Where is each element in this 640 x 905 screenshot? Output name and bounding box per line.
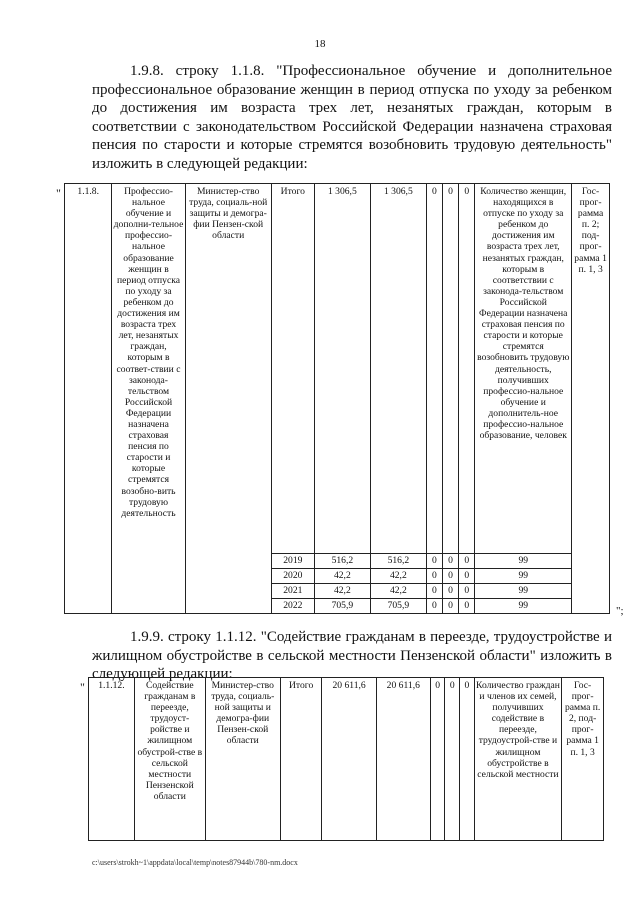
value-cell: 42,2 (370, 584, 426, 599)
value-cell: 0 (459, 599, 475, 614)
year-cell: 2019 (271, 554, 314, 569)
total-value-3: 0 (426, 184, 442, 554)
total-value-1: 20 611,6 (322, 678, 376, 841)
table-row-1-1-8 (64, 183, 610, 614)
program-ref: Гос-прог-рамма п. 2, под-прог-рамма 1 п. 1, 3 (562, 678, 604, 841)
value-cell: 0 (459, 569, 475, 584)
total-value-4: 0 (445, 678, 460, 841)
total-value-3: 0 (430, 678, 445, 841)
total-value-2: 1 306,5 (370, 184, 426, 554)
paragraph-1-9-9-text: 1.9.9. строку 1.1.12. "Содействие гражданам в переезде, трудоустройстве и жилищном обустройстве в сельской местности Пензенской области" изложить в следующей редакции: (92, 629, 612, 683)
table-2-open-quote: " (80, 680, 85, 694)
value-cell: 0 (443, 584, 459, 599)
table-row-1-1-12 (88, 677, 604, 841)
total-value-4: 0 (443, 184, 459, 554)
value-cell: 705,9 (314, 599, 370, 614)
executor: Министер-ство труда, социаль-ной защиты и демогра-фии Пензен-ской области (185, 184, 271, 614)
table-1-close-quote: "; (616, 605, 624, 617)
indicator-value: 99 (475, 554, 572, 569)
value-cell: 42,2 (314, 569, 370, 584)
paragraph-1-9-9 (92, 628, 612, 684)
total-value-2: 20 611,6 (376, 678, 430, 841)
total-value-5: 0 (460, 678, 475, 841)
total-label: Итого (271, 184, 314, 554)
value-cell: 0 (459, 554, 475, 569)
value-cell: 42,2 (370, 569, 426, 584)
indicator: Количество граждан и членов их семей, получивших содействие в переезде, трудоустрой-стве и жилищном обустройстве в сельской местности (474, 678, 562, 841)
value-cell: 0 (443, 569, 459, 584)
year-cell: 2022 (271, 599, 314, 614)
value-cell: 0 (426, 584, 442, 599)
value-cell: 0 (426, 569, 442, 584)
value-cell: 0 (426, 554, 442, 569)
indicator: Количество женщин, находящихся в отпуске по уходу за ребенком до достижения им возраста трех лет, незанятых граждан, которым в соответствии с законода-тельством Российской Федерации назначена страховая пенсия по старости и которые стремятся возобновить трудовую деятельность, получивших профессио-нальное обучение и дополнитель-ное профессио-нальное образование, человек (475, 184, 572, 554)
paragraph-1-9-8-text: 1.9.8. строку 1.1.8. "Профессиональное обучение и дополнительное профессиональное образование женщин в период отпуска по уходу за ребенком до достижения им возраста трех лет, незанятых граждан, которым в соответствии с законодательством Российской Федерации назначена страховая пенсия по старости и которые стремятся возобновить трудовую деятельность" изложить в следующей редакции: (92, 63, 612, 172)
value-cell: 0 (459, 584, 475, 599)
table-1-open-quote: " (56, 186, 61, 200)
indicator-value: 99 (475, 599, 572, 614)
value-cell: 0 (443, 554, 459, 569)
page-number: 18 (314, 38, 326, 50)
row-id: 1.1.12. (89, 678, 135, 841)
measure-name: Содействие гражданам в переезде, трудоуст-ройстве и жилищном обустрой-стве в сельской местности Пензенской области (134, 678, 205, 841)
total-value-1: 1 306,5 (314, 184, 370, 554)
value-cell: 0 (443, 599, 459, 614)
measure-name: Профессио-нальное обучение и дополни-тельное профессио-нальное образование женщин в период отпуска по уходу за ребенком до достижения им возраста трех лет, незанятых граждан, которым в соответ-ствии с законода-тельством Российской Федерации назначена страховая пенсия по старости и которые стремятся возобно-вить трудовую деятельность (112, 184, 185, 614)
executor: Министер-ство труда, социаль-ной защиты и демогра-фии Пензен-ской области (205, 678, 280, 841)
total-label: Итого (280, 678, 322, 841)
indicator-value: 99 (475, 584, 572, 599)
row-id: 1.1.8. (65, 184, 112, 614)
program-ref: Гос-прог-рамма п. 2; под-прог-рамма 1 п. 1, 3 (572, 184, 610, 614)
year-cell: 2020 (271, 569, 314, 584)
year-cell: 2021 (271, 584, 314, 599)
value-cell: 516,2 (370, 554, 426, 569)
paragraph-1-9-8 (92, 62, 612, 174)
footer-file-path: c:\users\strokh~1\appdata\local\temp\notes87944b\780-nm.docx (92, 858, 298, 867)
value-cell: 0 (426, 599, 442, 614)
value-cell: 705,9 (370, 599, 426, 614)
value-cell: 516,2 (314, 554, 370, 569)
indicator-value: 99 (475, 569, 572, 584)
value-cell: 42,2 (314, 584, 370, 599)
total-value-5: 0 (459, 184, 475, 554)
